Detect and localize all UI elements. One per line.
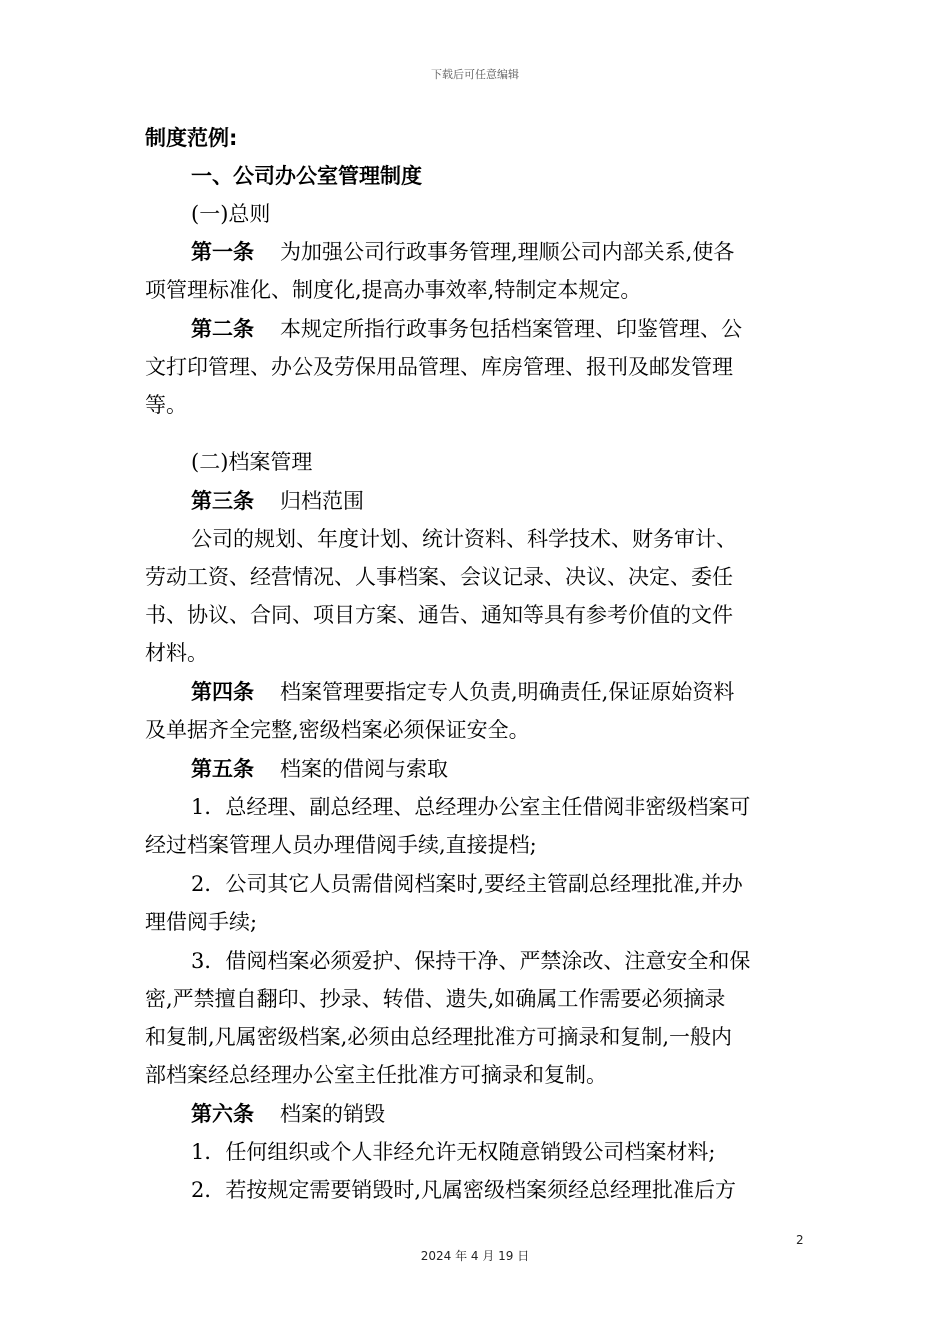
article-2-line-3: 等。 (145, 393, 187, 417)
article-2 (191, 314, 742, 344)
article-3-line-1: 公司的规划、年度计划、统计资料、科学技术、财务审计、 (191, 527, 737, 551)
subsection-title: (一)总则 (191, 202, 271, 226)
article-label: 第二条 (191, 317, 254, 341)
article-4 (191, 677, 734, 707)
article-text: 为加强公司行政事务管理,理顺公司内部关系,使各 (280, 240, 735, 264)
article-6-item-1: 1．任何组织或个人非经允许无权随意销毁公司档案材料; (191, 1140, 716, 1164)
article-6 (191, 1099, 385, 1129)
article-label: 第五条 (191, 757, 254, 781)
article-1 (191, 237, 734, 267)
article-text: 档案管理要指定专人负责,明确责任,保证原始资料 (280, 680, 735, 704)
article-3-line-3: 书、协议、合同、项目方案、通告、通知等具有参考价值的文件 (145, 603, 733, 627)
article-2-line-2: 文打印管理、办公及劳保用品管理、库房管理、报刊及邮发管理 (145, 355, 733, 379)
article-text: 本规定所指行政事务包括档案管理、印鉴管理、公 (280, 317, 742, 341)
article-5-item-2-cont: 理借阅手续; (145, 910, 258, 934)
page-header: 下载后可任意编辑 (431, 68, 519, 81)
article-5-item-3-cont: 密,严禁擅自翻印、抄录、转借、遗失,如确属工作需要必须摘录 (145, 987, 726, 1011)
article-3-line-2: 劳动工资、经营情况、人事档案、会议记录、决议、决定、委任 (145, 565, 733, 589)
article-5-item-2: 2．公司其它人员需借阅档案时,要经主管副总经理批准,并办 (191, 872, 743, 896)
article-3-line-4: 材料。 (145, 641, 208, 665)
article-5-item-3: 3．借阅档案必须爱护、保持干净、严禁涂改、注意安全和保 (191, 949, 751, 973)
article-6-item-2: 2．若按规定需要销毁时,凡属密级档案须经总经理批准后方 (191, 1178, 737, 1202)
article-title: 档案的销毁 (280, 1102, 385, 1126)
article-3 (191, 486, 364, 516)
article-5 (191, 754, 448, 784)
article-title: 归档范围 (280, 489, 364, 513)
article-label: 第三条 (191, 489, 254, 513)
article-5-item-3-cont: 部档案经总经理办公室主任批准方可摘录和复制。 (145, 1063, 607, 1087)
article-label: 第一条 (191, 240, 254, 264)
article-title: 档案的借阅与索取 (280, 757, 448, 781)
page-number: 2 (796, 1233, 804, 1247)
page-footer-date: 2024 年 4 月 19 日 (420, 1249, 530, 1263)
article-5-item-1: 1．总经理、副总经理、总经理办公室主任借阅非密级档案可 (191, 795, 751, 819)
article-5-item-1-cont: 经过档案管理人员办理借阅手续,直接提档; (145, 833, 537, 857)
document-heading: 制度范例: (145, 126, 238, 150)
article-label: 第四条 (191, 680, 254, 704)
article-4-line-2: 及单据齐全完整,密级档案必须保证安全。 (145, 718, 530, 742)
article-1-line-2: 项管理标准化、制度化,提高办事效率,特制定本规定。 (145, 278, 642, 302)
subsection-title: (二)档案管理 (191, 450, 313, 474)
article-5-item-3-cont: 和复制,凡属密级档案,必须由总经理批准方可摘录和复制,一般内 (145, 1025, 733, 1049)
article-label: 第六条 (191, 1102, 254, 1126)
section-title: 一、公司办公室管理制度 (191, 164, 422, 188)
